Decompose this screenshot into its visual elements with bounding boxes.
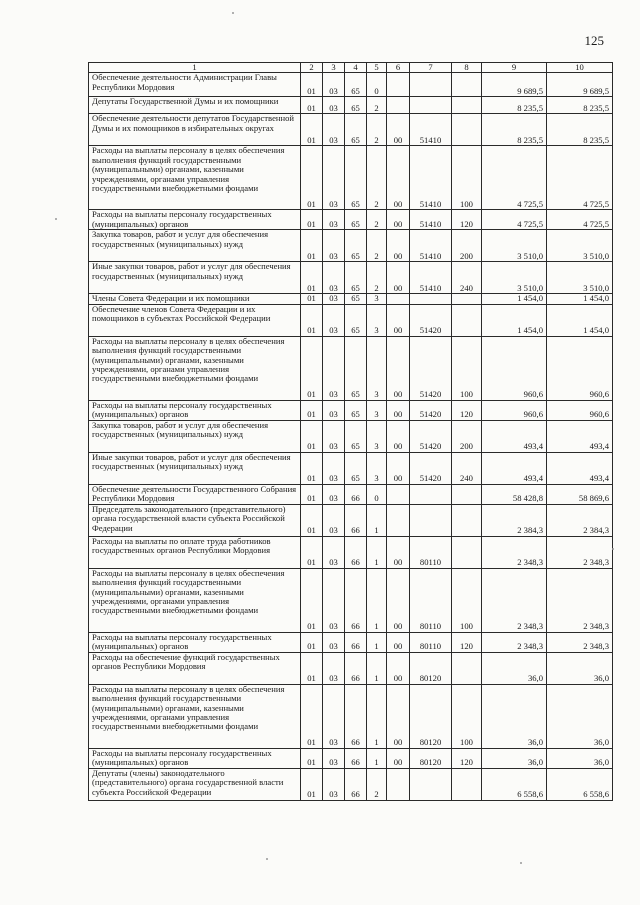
amount-cell: 2 384,3 bbox=[482, 504, 547, 536]
table-row bbox=[89, 97, 613, 114]
code-cell bbox=[387, 294, 410, 304]
code-cell: 51420 bbox=[410, 400, 452, 420]
code-cell: 03 bbox=[323, 262, 345, 294]
code-cell: 100 bbox=[452, 684, 482, 748]
code-cell: 65 bbox=[345, 304, 367, 336]
amount-cell: 36,0 bbox=[482, 684, 547, 748]
code-cell bbox=[387, 768, 410, 800]
code-cell: 01 bbox=[301, 294, 323, 304]
amount-cell: 960,6 bbox=[547, 400, 613, 420]
code-cell: 3 bbox=[367, 400, 387, 420]
scan-speck bbox=[612, 548, 614, 550]
code-cell: 2 bbox=[367, 210, 387, 230]
code-cell: 01 bbox=[301, 262, 323, 294]
code-cell bbox=[452, 536, 482, 568]
amount-cell: 36,0 bbox=[547, 652, 613, 684]
column-header: 1 bbox=[89, 63, 301, 73]
row-name-cell: Члены Совета Федерации и их помощники bbox=[89, 294, 301, 304]
column-header: 8 bbox=[452, 63, 482, 73]
code-cell bbox=[410, 294, 452, 304]
amount-cell: 2 348,3 bbox=[482, 536, 547, 568]
code-cell bbox=[452, 768, 482, 800]
code-cell: 66 bbox=[345, 536, 367, 568]
code-cell: 00 bbox=[387, 114, 410, 146]
code-cell bbox=[410, 484, 452, 504]
code-cell: 65 bbox=[345, 114, 367, 146]
amount-cell: 4 725,5 bbox=[482, 210, 547, 230]
table-body bbox=[89, 73, 613, 800]
code-cell bbox=[452, 114, 482, 146]
code-cell: 80110 bbox=[410, 632, 452, 652]
code-cell: 0 bbox=[367, 484, 387, 504]
code-cell: 51410 bbox=[410, 114, 452, 146]
code-cell: 3 bbox=[367, 336, 387, 400]
amount-cell: 1 454,0 bbox=[547, 294, 613, 304]
table-row bbox=[89, 684, 613, 748]
amount-cell: 2 348,3 bbox=[547, 536, 613, 568]
code-cell: 65 bbox=[345, 73, 367, 97]
code-cell: 00 bbox=[387, 536, 410, 568]
code-cell: 80120 bbox=[410, 652, 452, 684]
row-name-cell: Депутаты (члены) законодательного (представительного) органа государственной власти субъекта Российской Федерации bbox=[89, 768, 301, 800]
code-cell: 03 bbox=[323, 484, 345, 504]
code-cell: 51420 bbox=[410, 420, 452, 452]
row-name-cell: Расходы на выплаты персоналу государственных (муниципальных) органов bbox=[89, 632, 301, 652]
code-cell: 00 bbox=[387, 230, 410, 262]
table-row bbox=[89, 768, 613, 800]
code-cell: 03 bbox=[323, 504, 345, 536]
code-cell: 2 bbox=[367, 230, 387, 262]
table-row bbox=[89, 294, 613, 304]
code-cell: 03 bbox=[323, 452, 345, 484]
amount-cell: 1 454,0 bbox=[547, 304, 613, 336]
code-cell: 120 bbox=[452, 748, 482, 768]
amount-cell: 4 725,5 bbox=[482, 146, 547, 210]
amount-cell: 3 510,0 bbox=[547, 230, 613, 262]
amount-cell: 3 510,0 bbox=[482, 262, 547, 294]
row-name-cell: Иные закупки товаров, работ и услуг для обеспечения государственных (муниципальных) нужд bbox=[89, 452, 301, 484]
code-cell: 200 bbox=[452, 230, 482, 262]
code-cell: 1 bbox=[367, 684, 387, 748]
code-cell bbox=[387, 97, 410, 114]
code-cell: 01 bbox=[301, 210, 323, 230]
column-header: 10 bbox=[547, 63, 613, 73]
code-cell: 51420 bbox=[410, 452, 452, 484]
row-name-cell: Обеспечение членов Совета Федерации и их помощников в субъектах Российской Федерации bbox=[89, 304, 301, 336]
budget-table bbox=[88, 62, 613, 801]
code-cell: 66 bbox=[345, 684, 367, 748]
table-row bbox=[89, 484, 613, 504]
scan-speck bbox=[55, 218, 57, 220]
code-cell: 01 bbox=[301, 114, 323, 146]
table-row bbox=[89, 73, 613, 97]
amount-cell: 8 235,5 bbox=[547, 114, 613, 146]
code-cell: 80120 bbox=[410, 748, 452, 768]
amount-cell: 4 725,5 bbox=[547, 210, 613, 230]
amount-cell: 493,4 bbox=[482, 452, 547, 484]
table-row bbox=[89, 452, 613, 484]
code-cell bbox=[410, 73, 452, 97]
code-cell: 03 bbox=[323, 684, 345, 748]
table-row bbox=[89, 632, 613, 652]
table-row bbox=[89, 304, 613, 336]
code-cell: 66 bbox=[345, 568, 367, 632]
code-cell: 01 bbox=[301, 452, 323, 484]
amount-cell: 3 510,0 bbox=[547, 262, 613, 294]
code-cell: 65 bbox=[345, 230, 367, 262]
amount-cell: 493,4 bbox=[547, 452, 613, 484]
amount-cell: 36,0 bbox=[547, 684, 613, 748]
amount-cell: 1 454,0 bbox=[482, 304, 547, 336]
code-cell: 01 bbox=[301, 420, 323, 452]
code-cell: 65 bbox=[345, 336, 367, 400]
code-cell: 65 bbox=[345, 400, 367, 420]
table-row bbox=[89, 504, 613, 536]
table-row bbox=[89, 536, 613, 568]
row-name-cell: Закупка товаров, работ и услуг для обеспечения государственных (муниципальных) нужд bbox=[89, 420, 301, 452]
row-name-cell: Закупка товаров, работ и услуг для обеспечения государственных (муниципальных) нужд bbox=[89, 230, 301, 262]
amount-cell: 58 869,6 bbox=[547, 484, 613, 504]
code-cell: 01 bbox=[301, 484, 323, 504]
amount-cell: 1 454,0 bbox=[482, 294, 547, 304]
amount-cell: 9 689,5 bbox=[547, 73, 613, 97]
page-number: 125 bbox=[584, 33, 604, 48]
code-cell: 2 bbox=[367, 262, 387, 294]
code-cell: 01 bbox=[301, 684, 323, 748]
amount-cell: 9 689,5 bbox=[482, 73, 547, 97]
row-name-cell: Расходы на выплаты персоналу государственных (муниципальных) органов bbox=[89, 400, 301, 420]
code-cell: 120 bbox=[452, 632, 482, 652]
code-cell: 03 bbox=[323, 420, 345, 452]
code-cell: 66 bbox=[345, 768, 367, 800]
code-cell: 00 bbox=[387, 336, 410, 400]
code-cell bbox=[410, 97, 452, 114]
code-cell: 03 bbox=[323, 568, 345, 632]
column-header: 2 bbox=[301, 63, 323, 73]
code-cell: 00 bbox=[387, 452, 410, 484]
code-cell bbox=[452, 652, 482, 684]
code-cell: 51410 bbox=[410, 262, 452, 294]
amount-cell: 36,0 bbox=[482, 652, 547, 684]
amount-cell: 8 235,5 bbox=[482, 114, 547, 146]
code-cell: 2 bbox=[367, 114, 387, 146]
code-cell: 01 bbox=[301, 632, 323, 652]
column-header: 7 bbox=[410, 63, 452, 73]
table-row bbox=[89, 230, 613, 262]
row-name-cell: Расходы на обеспечение функций государственных органов Республики Мордовия bbox=[89, 652, 301, 684]
amount-cell: 493,4 bbox=[547, 420, 613, 452]
code-cell bbox=[452, 294, 482, 304]
code-cell: 65 bbox=[345, 420, 367, 452]
code-cell: 03 bbox=[323, 73, 345, 97]
column-header: 4 bbox=[345, 63, 367, 73]
code-cell: 03 bbox=[323, 768, 345, 800]
code-cell: 120 bbox=[452, 400, 482, 420]
code-cell: 240 bbox=[452, 452, 482, 484]
amount-cell: 6 558,6 bbox=[482, 768, 547, 800]
code-cell: 01 bbox=[301, 768, 323, 800]
column-header: 9 bbox=[482, 63, 547, 73]
header-row bbox=[89, 63, 613, 73]
code-cell: 03 bbox=[323, 294, 345, 304]
code-cell bbox=[452, 97, 482, 114]
code-cell: 66 bbox=[345, 504, 367, 536]
code-cell bbox=[452, 504, 482, 536]
code-cell: 100 bbox=[452, 568, 482, 632]
amount-cell: 2 348,3 bbox=[547, 632, 613, 652]
amount-cell: 960,6 bbox=[547, 336, 613, 400]
code-cell: 3 bbox=[367, 294, 387, 304]
code-cell bbox=[452, 304, 482, 336]
code-cell bbox=[387, 504, 410, 536]
amount-cell: 2 384,3 bbox=[547, 504, 613, 536]
code-cell: 01 bbox=[301, 652, 323, 684]
code-cell: 65 bbox=[345, 210, 367, 230]
code-cell: 1 bbox=[367, 748, 387, 768]
amount-cell: 2 348,3 bbox=[482, 632, 547, 652]
column-header: 6 bbox=[387, 63, 410, 73]
code-cell bbox=[387, 73, 410, 97]
code-cell: 01 bbox=[301, 230, 323, 262]
row-name-cell: Расходы на выплаты персоналу в целях обеспечения выполнения функций государственными (муниципальными) органами, казенными учреждениями, органами управления государственными внебюджетными фондами bbox=[89, 568, 301, 632]
amount-cell: 36,0 bbox=[482, 748, 547, 768]
code-cell: 01 bbox=[301, 536, 323, 568]
code-cell: 80110 bbox=[410, 536, 452, 568]
code-cell: 1 bbox=[367, 568, 387, 632]
code-cell: 65 bbox=[345, 146, 367, 210]
code-cell: 01 bbox=[301, 97, 323, 114]
code-cell: 1 bbox=[367, 652, 387, 684]
table-row bbox=[89, 336, 613, 400]
code-cell: 01 bbox=[301, 73, 323, 97]
row-name-cell: Расходы на выплаты персоналу в целях обеспечения выполнения функций государственными (муниципальными) органами, казенными учреждениями, органами управления государственными внебюджетными фондами bbox=[89, 336, 301, 400]
code-cell: 80110 bbox=[410, 568, 452, 632]
code-cell: 00 bbox=[387, 262, 410, 294]
amount-cell: 8 235,5 bbox=[482, 97, 547, 114]
code-cell: 03 bbox=[323, 210, 345, 230]
code-cell: 01 bbox=[301, 568, 323, 632]
code-cell: 01 bbox=[301, 504, 323, 536]
table-row bbox=[89, 146, 613, 210]
code-cell: 01 bbox=[301, 146, 323, 210]
amount-cell: 4 725,5 bbox=[547, 146, 613, 210]
table-row bbox=[89, 400, 613, 420]
code-cell: 65 bbox=[345, 262, 367, 294]
code-cell: 00 bbox=[387, 568, 410, 632]
code-cell: 03 bbox=[323, 114, 345, 146]
code-cell: 00 bbox=[387, 748, 410, 768]
amount-cell: 493,4 bbox=[482, 420, 547, 452]
row-name-cell: Иные закупки товаров, работ и услуг для обеспечения государственных (муниципальных) нужд bbox=[89, 262, 301, 294]
scan-speck bbox=[266, 858, 268, 860]
code-cell: 65 bbox=[345, 294, 367, 304]
row-name-cell: Расходы на выплаты персоналу государственных (муниципальных) органов bbox=[89, 210, 301, 230]
code-cell: 2 bbox=[367, 768, 387, 800]
table-row bbox=[89, 420, 613, 452]
code-cell: 03 bbox=[323, 748, 345, 768]
amount-cell: 960,6 bbox=[482, 336, 547, 400]
code-cell: 01 bbox=[301, 748, 323, 768]
table-row bbox=[89, 748, 613, 768]
code-cell: 3 bbox=[367, 304, 387, 336]
row-name-cell: Депутаты Государственной Думы и их помощники bbox=[89, 97, 301, 114]
table-row bbox=[89, 652, 613, 684]
code-cell: 03 bbox=[323, 146, 345, 210]
code-cell: 03 bbox=[323, 230, 345, 262]
code-cell: 00 bbox=[387, 304, 410, 336]
code-cell: 65 bbox=[345, 97, 367, 114]
code-cell: 00 bbox=[387, 146, 410, 210]
code-cell: 00 bbox=[387, 420, 410, 452]
code-cell: 66 bbox=[345, 484, 367, 504]
code-cell: 00 bbox=[387, 632, 410, 652]
row-name-cell: Обеспечение деятельности Государственного Собрания Республики Мордовия bbox=[89, 484, 301, 504]
code-cell: 66 bbox=[345, 748, 367, 768]
amount-cell: 36,0 bbox=[547, 748, 613, 768]
code-cell: 200 bbox=[452, 420, 482, 452]
code-cell bbox=[387, 484, 410, 504]
code-cell: 00 bbox=[387, 210, 410, 230]
amount-cell: 960,6 bbox=[482, 400, 547, 420]
code-cell: 01 bbox=[301, 400, 323, 420]
row-name-cell: Обеспечение деятельности Администрации Главы Республики Мордовия bbox=[89, 73, 301, 97]
table-row bbox=[89, 262, 613, 294]
row-name-cell: Расходы на выплаты по оплате труда работников государственных органов Республики Мордовия bbox=[89, 536, 301, 568]
column-header: 5 bbox=[367, 63, 387, 73]
code-cell: 65 bbox=[345, 452, 367, 484]
column-header: 3 bbox=[323, 63, 345, 73]
scan-speck bbox=[520, 862, 522, 864]
code-cell bbox=[452, 484, 482, 504]
code-cell: 01 bbox=[301, 336, 323, 400]
code-cell: 03 bbox=[323, 652, 345, 684]
amount-cell: 2 348,3 bbox=[482, 568, 547, 632]
table-row bbox=[89, 568, 613, 632]
table-row bbox=[89, 210, 613, 230]
row-name-cell: Расходы на выплаты персоналу в целях обеспечения выполнения функций государственными (муниципальными) органами, казенными учреждениями, органами управления государственными внебюджетными фондами bbox=[89, 146, 301, 210]
code-cell: 51410 bbox=[410, 230, 452, 262]
code-cell: 03 bbox=[323, 536, 345, 568]
code-cell: 1 bbox=[367, 536, 387, 568]
code-cell: 01 bbox=[301, 304, 323, 336]
code-cell: 240 bbox=[452, 262, 482, 294]
code-cell: 03 bbox=[323, 632, 345, 652]
code-cell: 2 bbox=[367, 146, 387, 210]
code-cell: 100 bbox=[452, 146, 482, 210]
code-cell: 66 bbox=[345, 632, 367, 652]
code-cell: 00 bbox=[387, 684, 410, 748]
code-cell: 1 bbox=[367, 504, 387, 536]
row-name-cell: Расходы на выплаты персоналу в целях обеспечения выполнения функций государственными (муниципальными) органами, казенными учреждениями, органами управления государственными внебюджетными фондами bbox=[89, 684, 301, 748]
code-cell: 51420 bbox=[410, 304, 452, 336]
code-cell: 2 bbox=[367, 97, 387, 114]
code-cell: 00 bbox=[387, 652, 410, 684]
code-cell: 51410 bbox=[410, 146, 452, 210]
row-name-cell: Обеспечение деятельности депутатов Государственной Думы и их помощников в избирательных округах bbox=[89, 114, 301, 146]
code-cell: 66 bbox=[345, 652, 367, 684]
code-cell: 03 bbox=[323, 304, 345, 336]
code-cell: 51420 bbox=[410, 336, 452, 400]
code-cell: 3 bbox=[367, 452, 387, 484]
code-cell: 51410 bbox=[410, 210, 452, 230]
code-cell: 03 bbox=[323, 400, 345, 420]
code-cell: 120 bbox=[452, 210, 482, 230]
code-cell: 03 bbox=[323, 97, 345, 114]
code-cell: 80120 bbox=[410, 684, 452, 748]
code-cell bbox=[410, 768, 452, 800]
amount-cell: 58 428,8 bbox=[482, 484, 547, 504]
code-cell bbox=[452, 73, 482, 97]
amount-cell: 3 510,0 bbox=[482, 230, 547, 262]
scan-speck bbox=[232, 12, 234, 14]
amount-cell: 8 235,5 bbox=[547, 97, 613, 114]
code-cell: 100 bbox=[452, 336, 482, 400]
table-row bbox=[89, 114, 613, 146]
amount-cell: 6 558,6 bbox=[547, 768, 613, 800]
code-cell: 0 bbox=[367, 73, 387, 97]
code-cell: 1 bbox=[367, 632, 387, 652]
amount-cell: 2 348,3 bbox=[547, 568, 613, 632]
code-cell bbox=[410, 504, 452, 536]
code-cell: 3 bbox=[367, 420, 387, 452]
code-cell: 03 bbox=[323, 336, 345, 400]
row-name-cell: Председатель законодательного (представительного) органа государственной власти субъекта Российской Федерации bbox=[89, 504, 301, 536]
row-name-cell: Расходы на выплаты персоналу государственных (муниципальных) органов bbox=[89, 748, 301, 768]
code-cell: 00 bbox=[387, 400, 410, 420]
